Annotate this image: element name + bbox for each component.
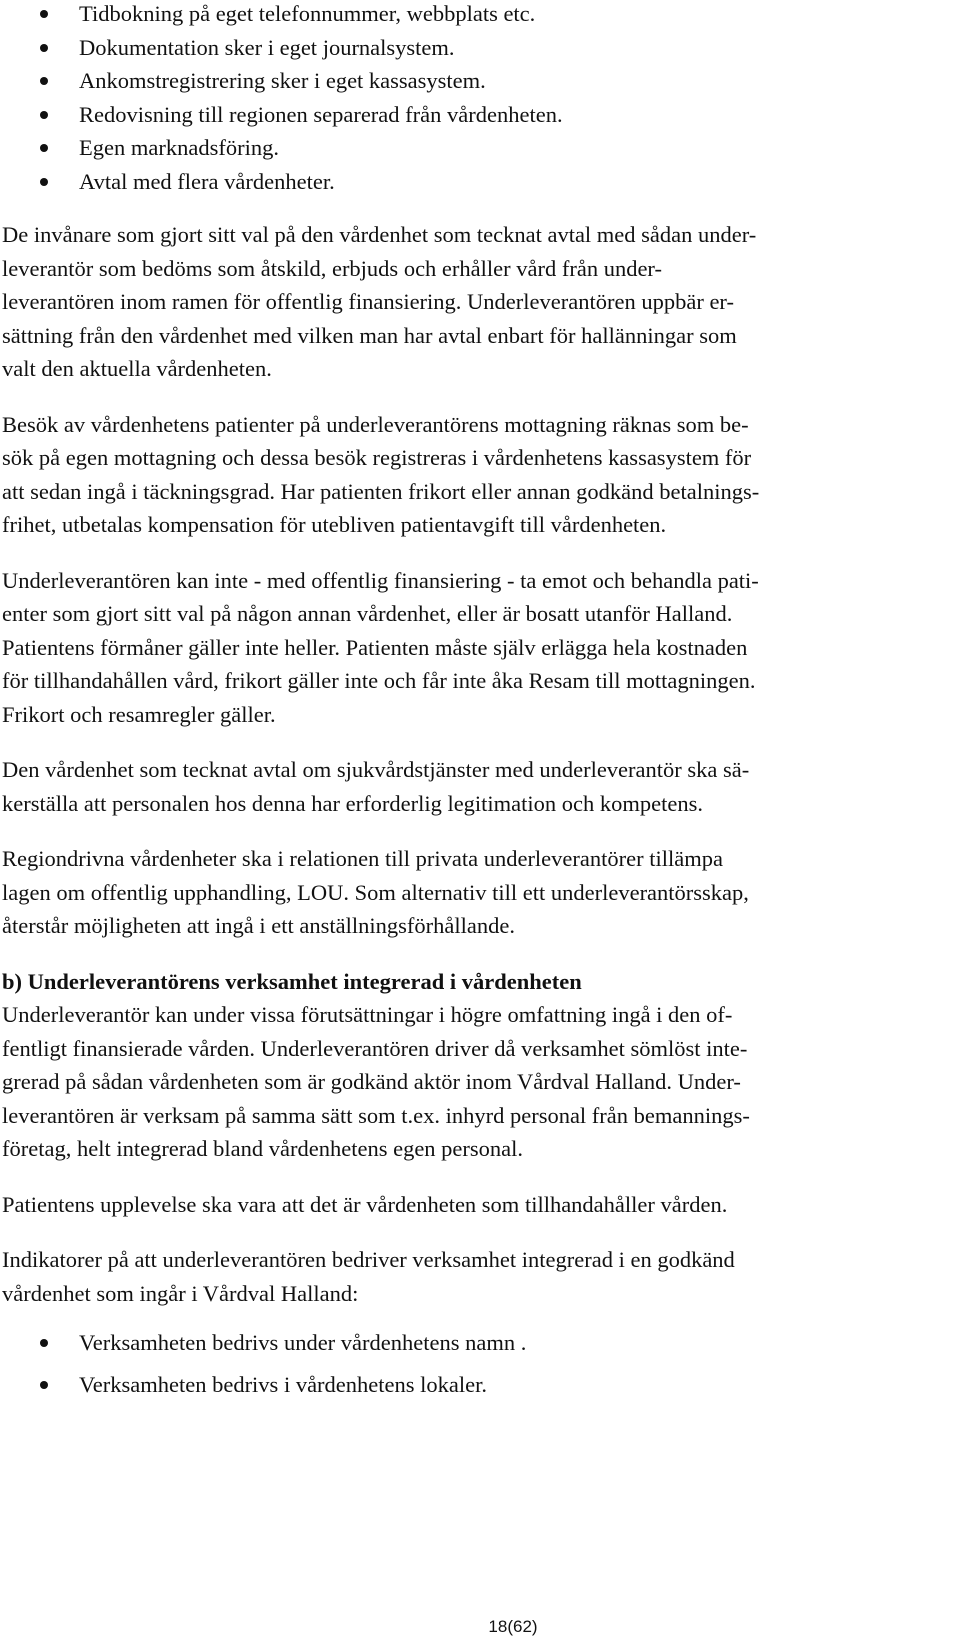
spacer	[2, 1221, 942, 1243]
spacer	[2, 1310, 942, 1322]
spacer	[2, 731, 942, 753]
spacer	[2, 542, 942, 564]
paragraph-visits: Besök av vårdenhetens patienter på underleverantörens mottagning räknas som be- sök på egen mottagning och dessa besök registreras i vårdenhetens kassasystem för att sedan ingå i täckningsgrad. Har patienten frikort eller annan godkänd betalnings- frihet, utbetalas kompensation för utebliven patientavgift till vårdenheten.	[2, 411, 760, 537]
bullet-icon	[40, 144, 48, 152]
bullet-icon	[40, 1381, 48, 1389]
bullet-icon	[40, 178, 48, 186]
bottom-bullet-list	[2, 1322, 942, 1406]
list-item: Ankomstregistrering sker i eget kassasystem.	[2, 64, 942, 98]
paragraph-intro: De invånare som gjort sitt val på den vårdenhet som tecknat avtal med sådan under- leverantör som bedöms som åtskild, erbjuds och erhåller vård från under- leverantören inom ramen för offentlig finansiering. Underleverantören uppbär er- sättning från den vårdenhet med vilken man har avtal enbart för hallänningar som valt den aktuella vårdenheten.	[2, 222, 757, 381]
list-item: Redovisning till regionen separerad från vårdenheten.	[2, 98, 942, 132]
list-item: Dokumentation sker i eget journalsystem.	[2, 31, 942, 65]
section-heading: b) Underleverantörens verksamhet integrerad i vårdenheten	[2, 968, 582, 994]
bullet-icon	[40, 44, 48, 52]
bullet-icon	[40, 10, 48, 18]
spacer	[2, 386, 942, 408]
spacer	[2, 943, 942, 965]
document-body	[2, 0, 942, 1406]
paragraph-restrictions: Underleverantören kan inte - med offentlig finansiering - ta emot och behandla pati- enter som gjort sitt val på någon annan vårdenhet, eller är bosatt utanför Halland. Patientens förmåner gäller inte heller. Patienten måste själv erlägga hela kostnaden för tillhandahållen vård, frikort gäller inte och får inte åka Resam till mottagningen. Frikort och resamregler gäller.	[2, 567, 759, 727]
paragraph-patient-experience: Patientens upplevelse ska vara att det är vårdenheten som tillhandahåller vården.	[2, 1191, 728, 1217]
paragraph-integrated: Underleverantör kan under vissa förutsättningar i högre omfattning ingå i den of- fentligt finansierade vården. Underleverantören driver då verksamhet sömlöst inte- grerad på sådan vårdenheten som är godkänd aktör inom Vårdval Halland. Under- leverantören är verksam på samma sätt som t.ex. inhyrd personal från bemannings- företag, helt integrerad bland vårdenhetens egen personal.	[2, 1002, 750, 1161]
bullet-icon	[40, 111, 48, 119]
top-bullet-list	[2, 0, 942, 198]
list-item: Avtal med flera vårdenheter.	[2, 165, 942, 199]
paragraph-indicators: Indikatorer på att underleverantören bedriver verksamhet integrerad i en godkänd vårdenhet som ingår i Vårdval Halland:	[2, 1247, 735, 1306]
list-item: Egen marknadsföring.	[2, 131, 942, 165]
spacer	[2, 820, 942, 842]
spacer	[2, 1166, 942, 1188]
paragraph-competence: Den vårdenhet som tecknat avtal om sjukvårdstjänster med underleverantör ska sä- kerställa att personalen hos denna har erforderlig legitimation och kompetens.	[2, 757, 750, 816]
list-item: Verksamheten bedrivs i vårdenhetens lokaler.	[2, 1364, 942, 1406]
spacer	[2, 198, 942, 218]
list-item: Tidbokning på eget telefonnummer, webbplats etc.	[2, 0, 942, 31]
page-footer	[0, 1617, 960, 1637]
bullet-icon	[40, 1339, 48, 1347]
page-number: 18(62)	[488, 1617, 538, 1636]
list-item: Verksamheten bedrivs under vårdenhetens namn .	[2, 1322, 942, 1364]
bullet-icon	[40, 77, 48, 85]
paragraph-lou: Regiondrivna vårdenheter ska i relationen till privata underleverantörer tillämpa lagen om offentlig upphandling, LOU. Som alternativ till ett underleverantörsskap, återstår möjligheten att ingå i ett anställningsförhållande.	[2, 846, 749, 938]
